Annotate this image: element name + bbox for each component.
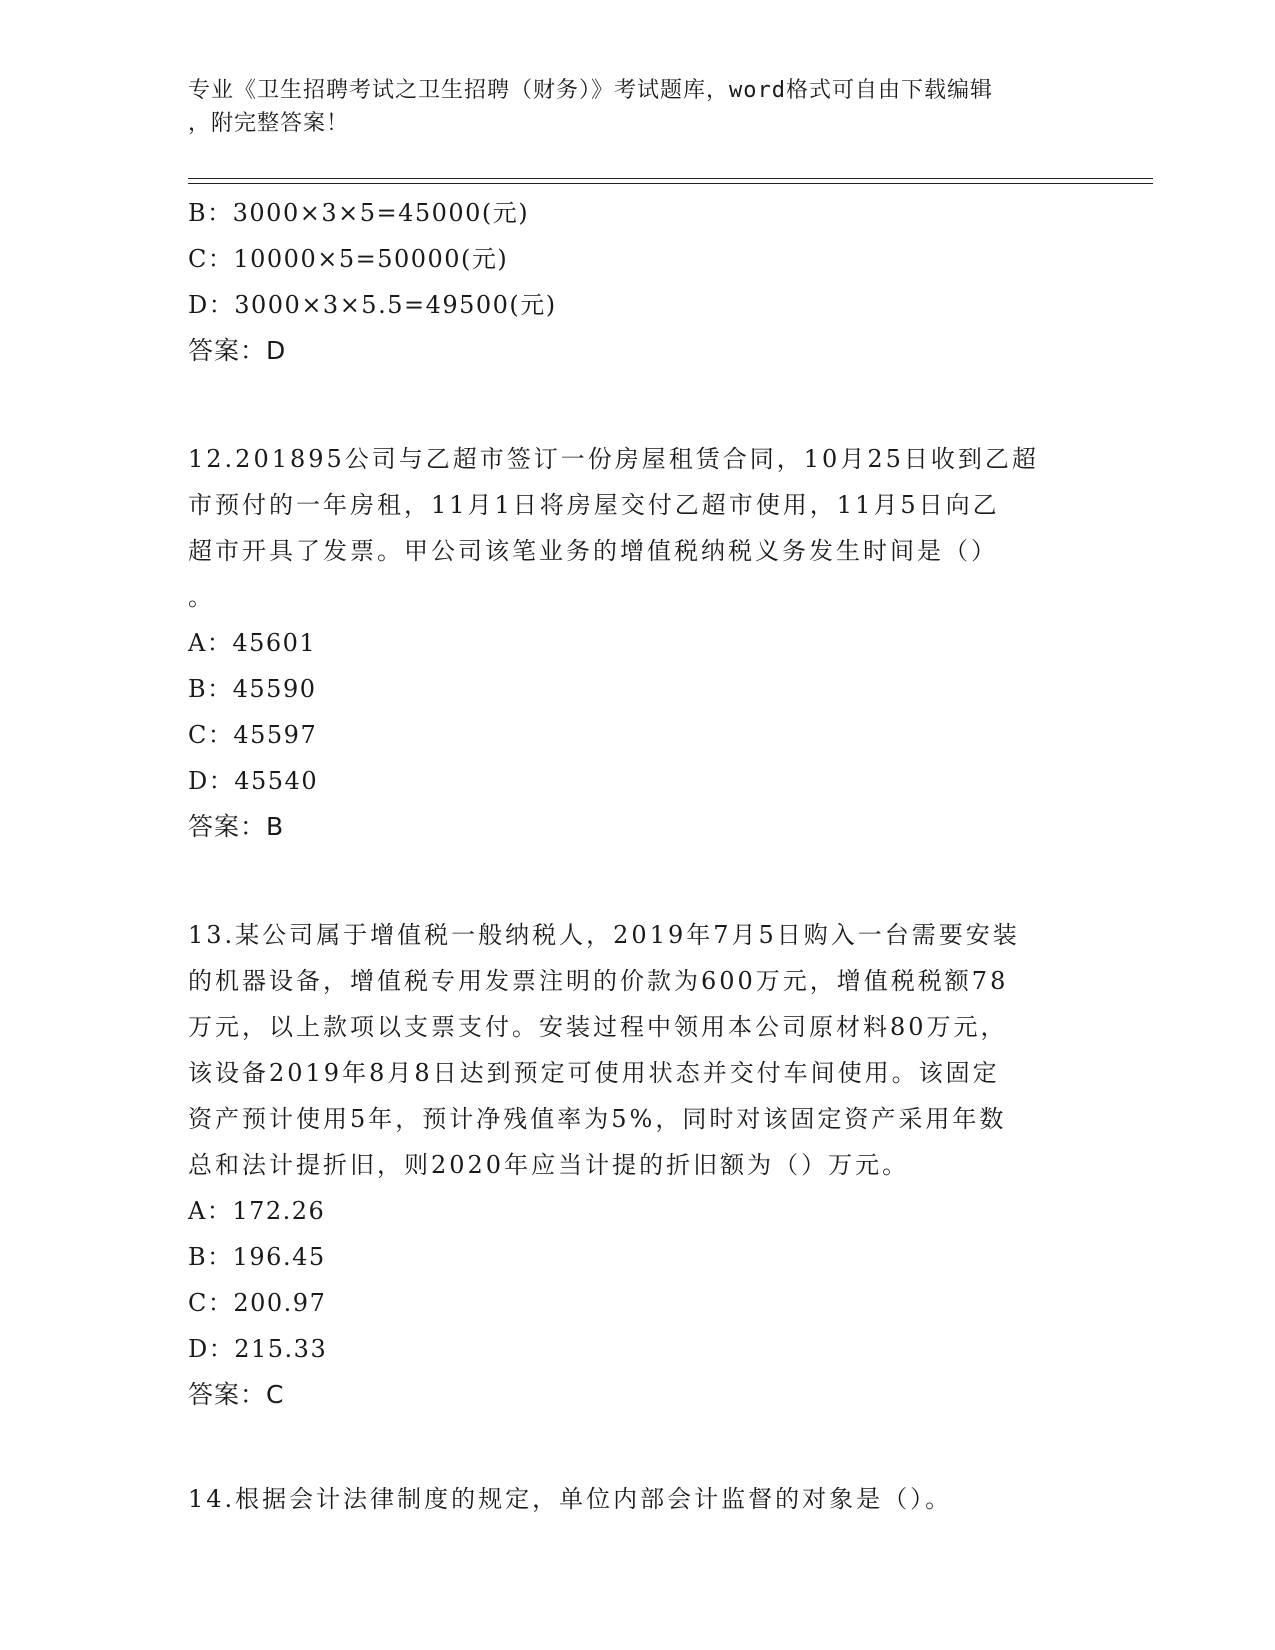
- stem-line: 超市开具了发票。甲公司该笔业务的增值税纳税义务发生时间是（）: [188, 537, 998, 565]
- question-14-stem: [188, 1476, 1078, 1522]
- stem-line: 。: [188, 583, 215, 611]
- answer-line: 答案：B: [188, 812, 285, 841]
- stem-line: 总和法计提折旧，则2020年应当计提的折旧额为（）万元。: [188, 1151, 910, 1179]
- option-d: D：3000×3×5.5=49500(元): [188, 291, 557, 319]
- answer-line: 答案：D: [188, 336, 287, 365]
- document-header: [188, 74, 1068, 140]
- stem-line: 12.201895公司与乙超市签订一份房屋租赁合同，10月25日收到乙超: [188, 445, 1039, 473]
- header-line: ，附完整答案！: [188, 111, 350, 136]
- question-13-stem: [188, 912, 1078, 1188]
- stem-line: 14.根据会计法律制度的规定，单位内部会计监督的对象是（）。: [188, 1485, 953, 1513]
- stem-line: 13.某公司属于增值税一般纳税人，2019年7月5日购入一台需要安装: [188, 921, 1020, 949]
- option-d: D：45540: [188, 767, 319, 795]
- option-b: B：45590: [188, 675, 317, 703]
- header-divider: [188, 183, 1153, 184]
- prev-question-options: [188, 190, 1088, 328]
- answer-line: 答案：C: [188, 1380, 285, 1409]
- header-line: 专业《卫生招聘考试之卫生招聘（财务）》考试题库，word格式可自由下载编辑: [188, 78, 993, 103]
- stem-line: 市预付的一年房租，11月1日将房屋交付乙超市使用，11月5日向乙: [188, 491, 1000, 519]
- option-a: A：45601: [188, 629, 317, 657]
- header-divider: [188, 178, 1153, 179]
- option-b: B：3000×3×5=45000(元): [188, 199, 530, 227]
- option-b: B：196.45: [188, 1243, 326, 1271]
- question-content: [188, 190, 1088, 1522]
- stem-line: 万元，以上款项以支票支付。安装过程中领用本公司原材料80万元，: [188, 1013, 1008, 1041]
- option-a: A：172.26: [188, 1197, 326, 1225]
- option-c: C：45597: [188, 721, 318, 749]
- option-c: C：10000×5=50000(元): [188, 245, 509, 273]
- stem-line: 的机器设备，增值税专用发票注明的价款为600万元，增值税税额78: [188, 967, 1009, 995]
- question-13-options: [188, 1188, 1088, 1372]
- stem-line: 资产预计使用5年，预计净残值率为5%，同时对该固定资产采用年数: [188, 1105, 1007, 1133]
- option-d: D：215.33: [188, 1335, 328, 1363]
- question-12-stem: [188, 436, 1078, 620]
- option-c: C：200.97: [188, 1289, 327, 1317]
- stem-line: 该设备2019年8月8日达到预定可使用状态并交付车间使用。该固定: [188, 1059, 1000, 1087]
- question-12-options: [188, 620, 1088, 804]
